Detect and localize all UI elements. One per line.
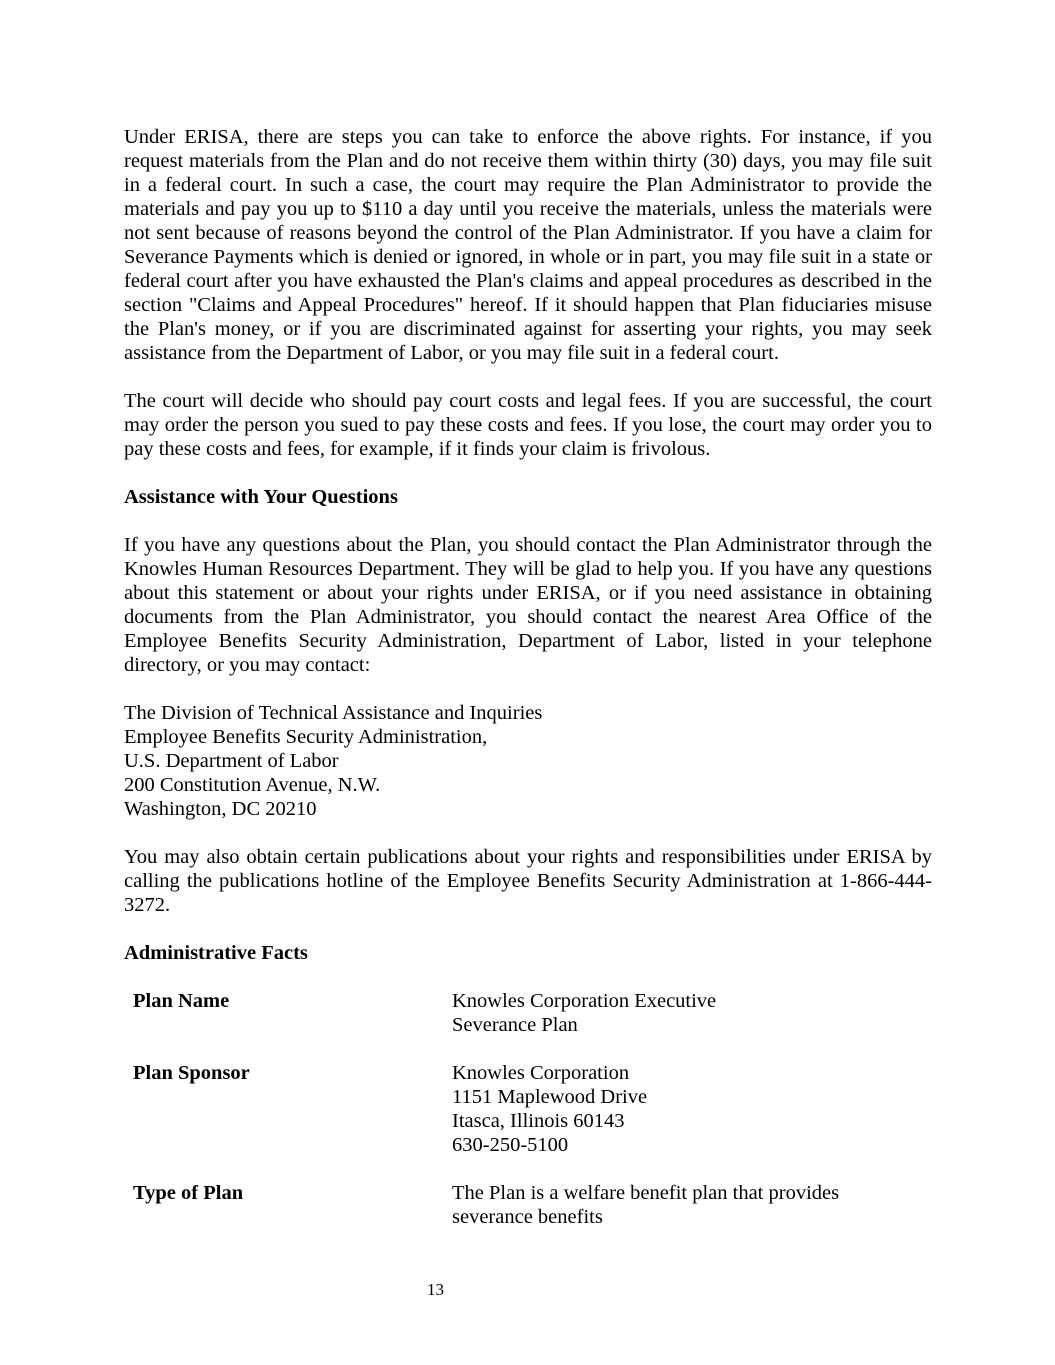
administrative-facts-table <box>124 989 932 1229</box>
facts-value-line: 1151 Maplewood Drive <box>452 1086 648 1108</box>
heading-administrative-facts: Administrative Facts <box>124 942 308 964</box>
facts-value <box>452 1061 932 1157</box>
facts-value-line: Severance Plan <box>452 1014 578 1036</box>
paragraph-publications-hotline: You may also obtain certain publications about your rights and responsibilities under ERISA by calling the publications hotline of the Employee Benefits Security Administration at 1-866-444-3272. <box>124 846 932 916</box>
facts-value-line: The Plan is a welfare benefit plan that provides <box>452 1182 840 1204</box>
facts-value-line: 630-250-5100 <box>452 1134 569 1156</box>
address-line: Employee Benefits Security Administration, <box>124 726 488 748</box>
facts-row-type-of-plan <box>124 1181 932 1229</box>
facts-row-plan-sponsor <box>124 1061 932 1157</box>
address-line: Washington, DC 20210 <box>124 798 317 820</box>
paragraph-questions-contact: If you have any questions about the Plan, you should contact the Plan Administrator through the Knowles Human Resources Department. They will be glad to help you. If you have any questions about this statement or about your rights under ERISA, or if you need assistance in obtaining documents from the Plan Administrator, you should contact the nearest Area Office of the Employee Benefits Security Administration, Department of Labor, listed in your telephone directory, or you may contact: <box>124 534 932 676</box>
address-block <box>124 701 932 821</box>
facts-value-line: Knowles Corporation <box>452 1062 630 1084</box>
facts-value-line: Itasca, Illinois 60143 <box>452 1110 625 1132</box>
facts-label: Plan Sponsor <box>133 1062 250 1084</box>
address-line: The Division of Technical Assistance and Inquiries <box>124 702 543 724</box>
facts-value <box>452 1181 932 1229</box>
document-body <box>124 125 932 1253</box>
paragraph-court-costs: The court will decide who should pay court costs and legal fees. If you are successful, the court may order the person you sued to pay these costs and fees. If you lose, the court may order you to pay these costs and fees, for example, if it finds your claim is frivolous. <box>124 390 932 460</box>
page-number: 13 <box>427 1280 444 1299</box>
facts-label: Type of Plan <box>133 1182 244 1204</box>
heading-assistance-with-questions: Assistance with Your Questions <box>124 486 398 508</box>
address-line: U.S. Department of Labor <box>124 750 339 772</box>
facts-value-line: Knowles Corporation Executive <box>452 990 717 1012</box>
facts-value <box>452 989 932 1037</box>
paragraph-erisa-enforcement: Under ERISA, there are steps you can take to enforce the above rights. For instance, if you request materials from the Plan and do not receive them within thirty (30) days, you may file suit in a federal court. In such a case, the court may require the Plan Administrator to provide the materials and pay you up to $110 a day until you receive the materials, unless the materials were not sent because of reasons beyond the control of the Plan Administrator. If you have a claim for Severance Payments which is denied or ignored, in whole or in part, you may file suit in a state or federal court after you have exhausted the Plan's claims and appeal procedures as described in the section "Claims and Appeal Procedures" hereof. If it should happen that Plan fiduciaries misuse the Plan's money, or if you are discriminated against for asserting your rights, you may seek assistance from the Department of Labor, or you may file suit in a federal court. <box>124 126 932 364</box>
facts-label: Plan Name <box>133 990 230 1012</box>
facts-value-line: severance benefits <box>452 1206 603 1228</box>
address-line: 200 Constitution Avenue, N.W. <box>124 774 381 796</box>
facts-row-plan-name <box>124 989 932 1037</box>
